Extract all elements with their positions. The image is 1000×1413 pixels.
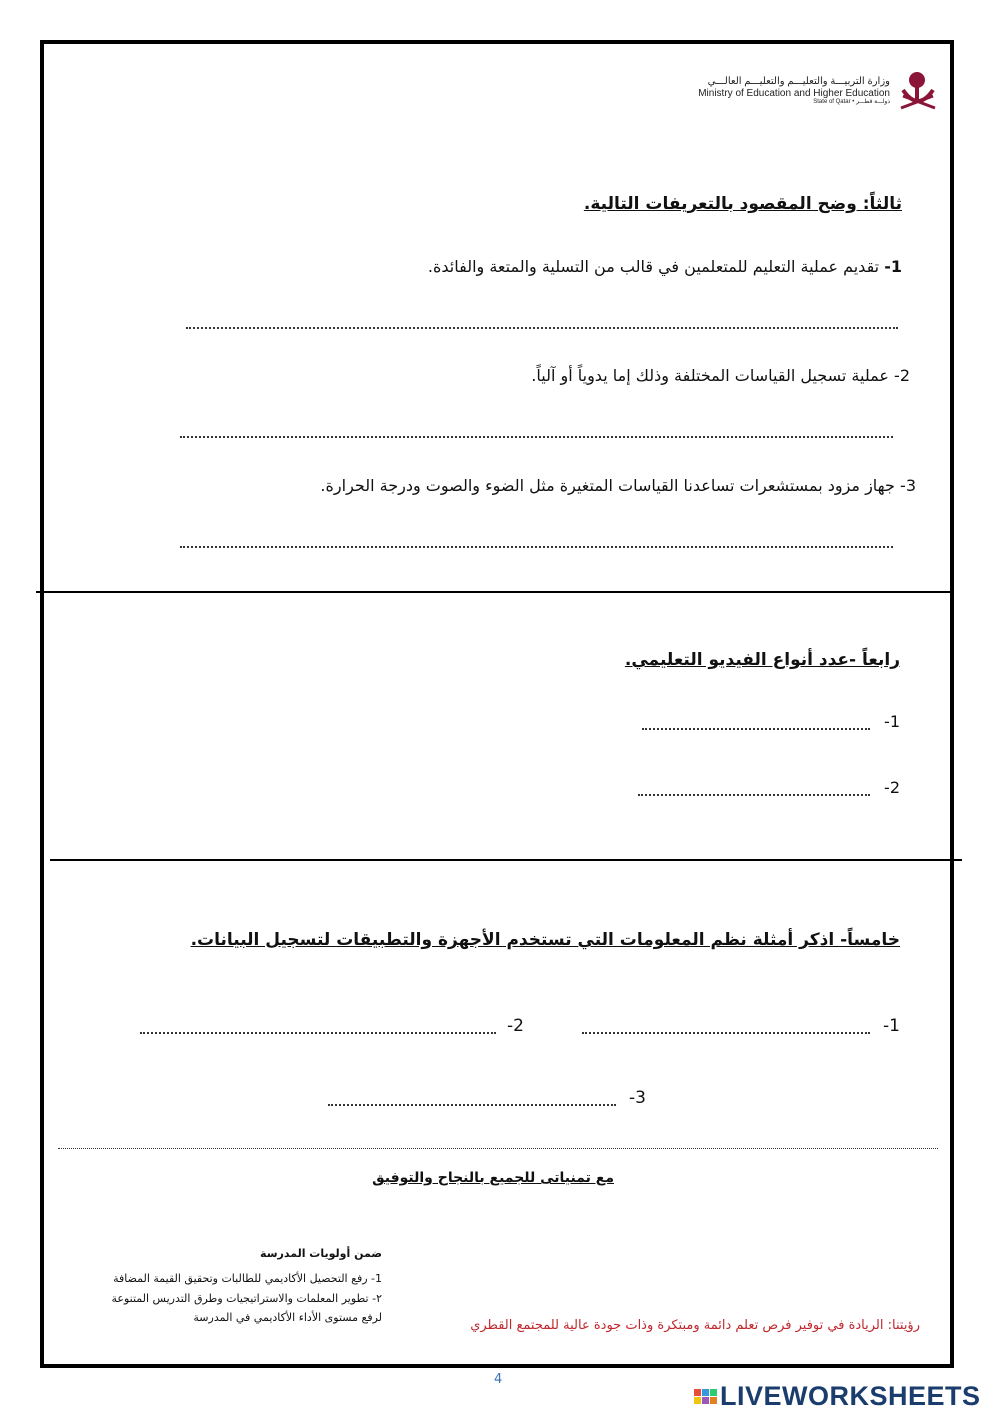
section5-item-1 [582, 1016, 900, 1040]
section-divider-2 [50, 859, 962, 861]
item-number: -1 [884, 712, 900, 731]
answer-line-3[interactable] [180, 546, 893, 548]
section3-item-3 [320, 476, 916, 495]
ministry-emblem-icon [893, 66, 943, 118]
item-text: تقديم عملية التعليم للمتعلمين في قالب من التسلية والمتعة والفائدة. [427, 257, 880, 276]
closing-message: مع تمنياتى للجميع بالنجاح والتوفيق [372, 1170, 614, 1186]
answer-line[interactable] [638, 794, 870, 796]
section4-item-2 [638, 778, 900, 802]
item-text: عملية تسجيل القياسات المختلفة وذلك إما يدوياً أو آلياً. [531, 366, 889, 385]
ministry-logo-text [698, 76, 890, 106]
answer-line[interactable] [140, 1032, 496, 1034]
section5-title: خامساً- اذكر أمثلة نظم المعلومات التي تستخدم الأجهزة والتطبيقات لتسجيل البيانات. [190, 930, 900, 950]
ministry-name-en: Ministry of Education and Higher Education [698, 87, 890, 99]
answer-line[interactable] [582, 1032, 870, 1034]
priority-item: لرفع مستوى الأداء الأكاديمي في المدرسة [193, 1310, 382, 1324]
vision-statement: رؤيتنا: الريادة في توفير فرص تعلم دائمة ومبتكرة وذات جودة عالية للمجتمع القطري [470, 1318, 920, 1333]
item-number: 2- [894, 366, 910, 385]
item-number: -1 [883, 1016, 900, 1036]
liveworksheets-icon [694, 1389, 717, 1404]
section3-title: ثالثاً: وضح المقصود بالتعريفات التالية. [583, 194, 902, 214]
page-frame [40, 40, 954, 1368]
item-number: 3- [900, 476, 916, 495]
answer-line-1[interactable] [186, 327, 898, 329]
liveworksheets-wordmark: LIVEWORKSHEETS [720, 1380, 981, 1411]
section-divider-1 [36, 591, 954, 593]
priority-item: ٢- تطوير المعلمات والاستراتيجيات وطرق التدريس المتنوعة [111, 1291, 382, 1305]
priorities-title: ضمن أولويات المدرسة [260, 1247, 382, 1260]
section3-item-1 [428, 257, 902, 276]
priorities-block [52, 1244, 382, 1327]
item-number: -2 [507, 1016, 524, 1036]
section3-item-2 [531, 366, 910, 385]
item-text: جهاز مزود بمستشعرات تساعدنا القياسات المتغيرة مثل الضوء والصوت ودرجة الحرارة. [320, 476, 895, 495]
liveworksheets-logo [694, 1381, 981, 1411]
answer-line-2[interactable] [180, 436, 893, 438]
item-number: 1- [884, 257, 902, 276]
answer-line[interactable] [328, 1104, 616, 1106]
state-label: State of Qatar • دولـــة قطـــر [813, 99, 890, 105]
page-number: 4 [494, 1372, 503, 1387]
section5-item-2 [140, 1016, 524, 1040]
section4-item-1 [642, 712, 900, 736]
section5-item-3 [328, 1088, 646, 1112]
answer-line[interactable] [642, 728, 870, 730]
priority-item: 1- رفع التحصيل الأكاديمي للطالبات وتحقيق القيمة المضافة [113, 1272, 382, 1286]
item-number: -3 [629, 1088, 646, 1108]
ministry-name-ar: وزارة التربيـــة والتعليـــم والتعليـــم العالـــي [707, 76, 890, 87]
item-number: -2 [884, 778, 900, 797]
section4-title: رابعاً -عدد أنواع الفيديو التعليمي. [624, 650, 900, 670]
footer-dotted-divider [58, 1148, 938, 1149]
